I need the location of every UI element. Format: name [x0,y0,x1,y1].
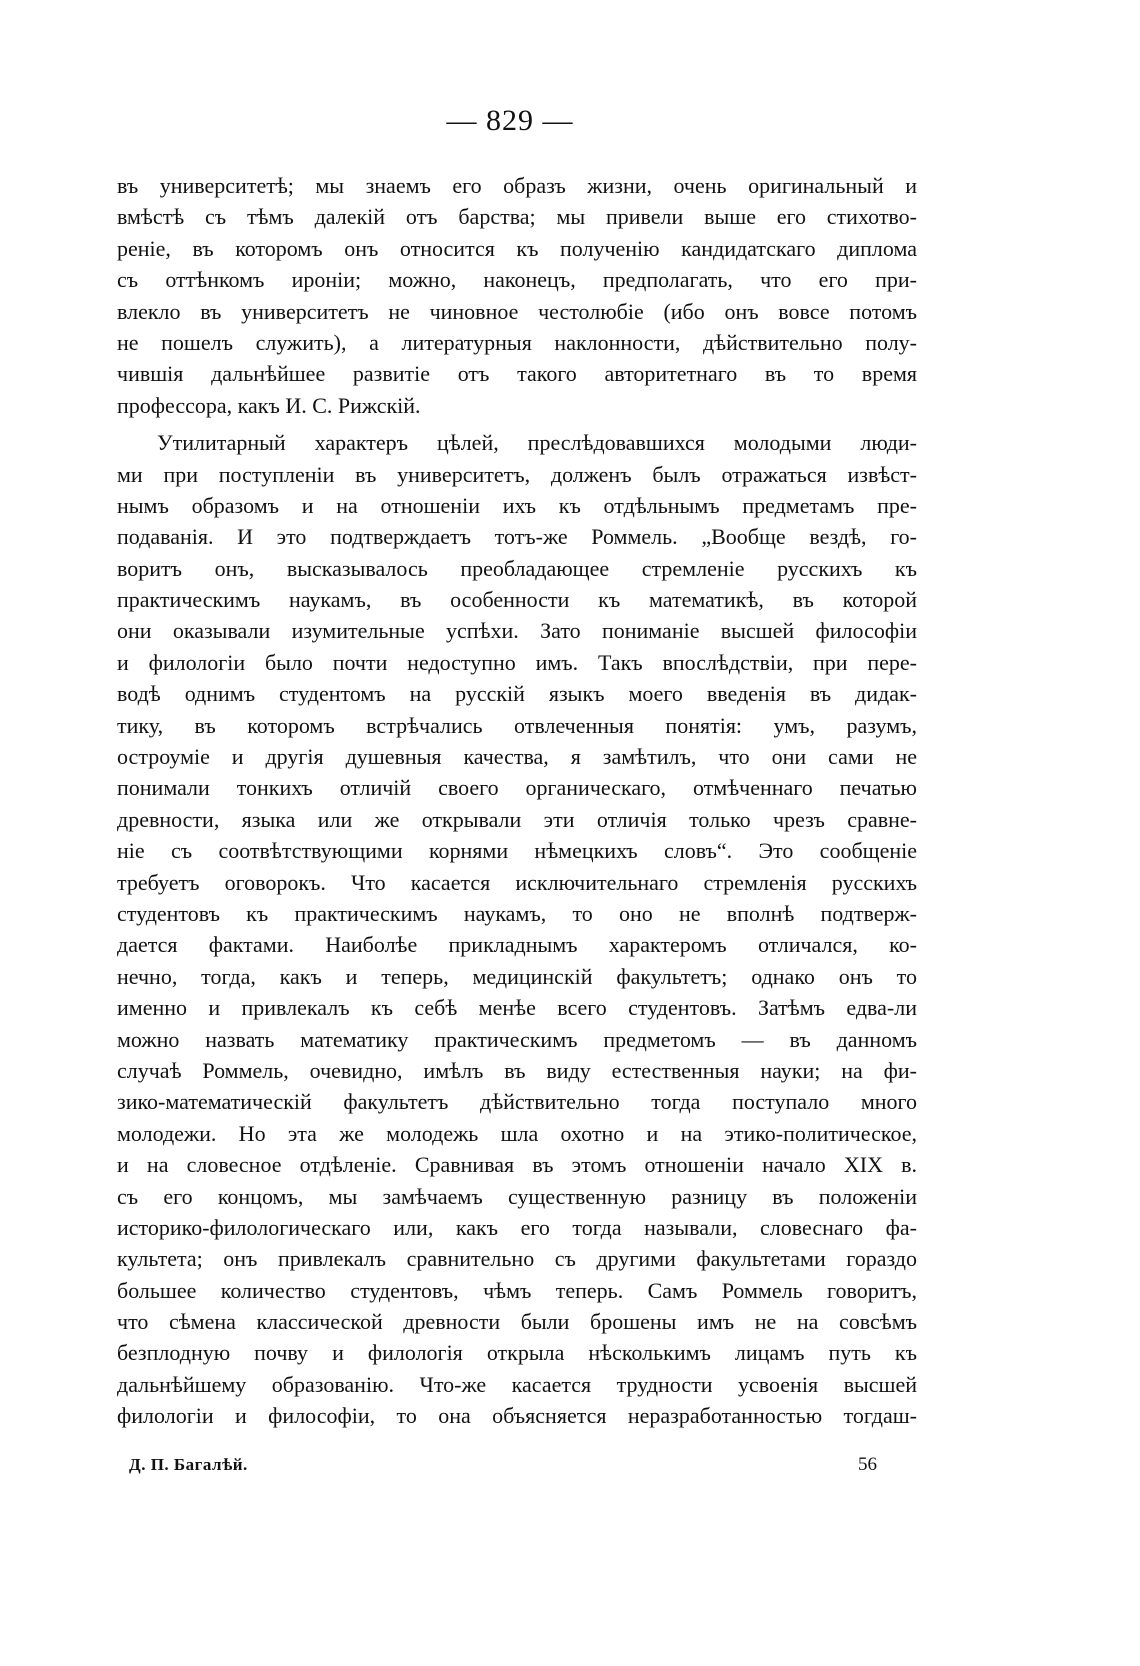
text-line: тику, въ которомъ встрѣчались отвлеченныя понятія: умъ, разумъ, [117,712,917,738]
body-text [117,170,917,1432]
text-line: древности, языка или же открывали эти отличія только чрезъ сравне- [117,806,917,832]
page-footer [117,1450,877,1480]
text-line: требуетъ оговорокъ. Что касается исключительнаго стремленія русскихъ [117,869,917,895]
text-line: понимали тонкихъ отличій своего органическаго, отмѣченнаго печатью [117,775,917,801]
text-line: филологіи и философіи, то она объясняется неразработанностью тогдаш- [117,1403,917,1429]
page-number: — 829 — [446,104,574,137]
text-line: не пошелъ служить), а литературныя наклонности, дѣйствительно полу- [117,329,917,355]
text-line: они оказывали изумительные успѣхи. Зато пониманіе высшей философіи [117,618,917,644]
text-line: молодежи. Но эта же молодежь шла охотно и на этико-политическое, [117,1120,917,1146]
text-line: и на словесное отдѣленіе. Сравнивая въ этомъ отношеніи начало XIX в. [117,1152,917,1178]
text-line: Утилитарный характеръ цѣлей, преслѣдовавшихся молодыми люди- [157,430,917,456]
text-line: нымъ образомъ и на отношеніи ихъ къ отдѣльнымъ предметамъ пре- [117,492,917,518]
text-line: чившія дальнѣйшее развитіе отъ такого авторитетнаго въ то время [117,361,917,387]
text-line: ми при поступленіи въ университетъ, долженъ былъ отражаться извѣст- [117,461,917,487]
text-line: остроуміе и другія душевныя качества, я замѣтилъ, что они сами не [117,744,917,770]
text-line: безплодную почву и филологія открыла нѣсколькимъ лицамъ путь къ [117,1340,917,1366]
text-line: нечно, тогда, какъ и теперь, медицинскій факультетъ; однако онъ то [117,963,917,989]
text-line: влекло въ университетъ не чиновное честолюбіе (ибо онъ вовсе потомъ [117,298,917,324]
text-line: что сѣмена классической древности были брошены имъ не на совсѣмъ [117,1309,917,1335]
text-line: реніе, въ которомъ онъ относится къ полученію кандидатскаго диплома [117,235,917,261]
text-line: ніе съ соотвѣтствующими корнями нѣмецкихъ словъ“. Это сообщеніе [117,838,917,864]
text-line: дается фактами. Наиболѣе прикладнымъ характеромъ отличался, ко- [117,932,917,958]
text-line: вмѣстѣ съ тѣмъ далекій отъ барства; мы привели выше его стихотво- [117,204,917,230]
text-line: подаванія. И это подтверждаетъ тотъ-же Роммель. „Вообще вездѣ, го- [117,524,917,550]
sheet-number: 56 [858,1454,877,1475]
printer-signature: Д. П. Багалѣй. [129,1455,248,1474]
text-line: историко-филологическаго или, какъ его тогда называли, словеснаго фа- [117,1214,917,1240]
text-line: воритъ онъ, высказывалось преобладающее стремленіе русскихъ къ [117,555,917,581]
text-line: съ оттѣнкомъ ироніи; можно, наконецъ, предполагать, что его при- [117,267,917,293]
text-line: зико-математическій факультетъ дѣйствительно тогда поступало много [117,1089,917,1115]
text-line: съ его концомъ, мы замѣчаемъ существенную разницу въ положеніи [117,1183,917,1209]
text-line: водѣ однимъ студентомъ на русскій языкъ моего введенія въ дидак- [117,681,917,707]
text-line: случаѣ Роммель, очевидно, имѣлъ въ виду естественныя науки; на фи- [117,1057,917,1083]
text-line: профессора, какъ И. С. Рижскій. [117,392,421,418]
text-line: можно назвать математику практическимъ предметомъ — въ данномъ [117,1026,917,1052]
text-line: и филологіи было почти недоступно имъ. Такъ впослѣдствіи, при пере- [117,649,917,675]
text-line: большее количество студентовъ, чѣмъ теперь. Самъ Роммель говоритъ, [117,1277,917,1303]
text-line: культета; онъ привлекалъ сравнительно съ другими факультетами гораздо [117,1246,917,1272]
paragraph-2 [117,427,917,1432]
text-line: въ университетѣ; мы знаемъ его образъ жизни, очень оригинальный и [117,173,917,198]
text-line: студентовъ къ практическимъ наукамъ, то оно не вполнѣ подтверж- [117,900,917,926]
text-line: дальнѣйшему образованію. Что-же касается трудности усвоенія высшей [117,1371,917,1397]
text-line: практическимъ наукамъ, въ особенности къ математикѣ, въ которой [117,587,917,613]
text-line: именно и привлекалъ къ себѣ менѣе всего студентовъ. Затѣмъ едва-ли [117,995,917,1021]
paragraph-1 [117,170,917,421]
